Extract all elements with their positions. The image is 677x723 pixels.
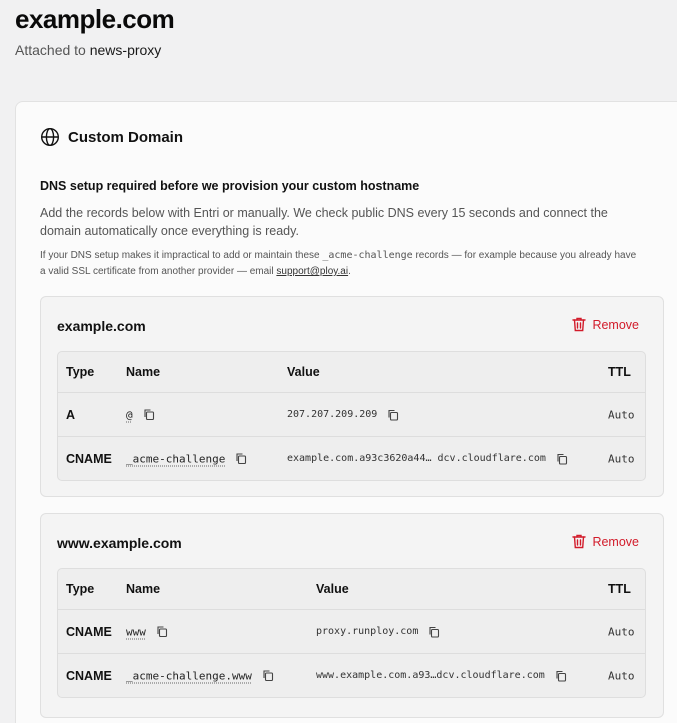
copy-icon[interactable] (235, 453, 247, 465)
record-name-cell (126, 669, 274, 682)
custom-domain-card (15, 101, 677, 723)
page-title: example.com (15, 4, 175, 34)
record-ttl: Auto (608, 625, 635, 638)
dns-setup-heading: DNS setup required before we provision your custom hostname (40, 179, 420, 193)
table-header-row (58, 569, 645, 609)
copy-icon[interactable] (143, 409, 155, 421)
trash-icon (572, 534, 586, 549)
domain-box (40, 296, 664, 497)
column-header-ttl: TTL (608, 582, 631, 596)
service-name: news-proxy (89, 42, 162, 58)
note-text-middle: records — for example because you already have a valid SSL certificate from another provider — email (40, 250, 637, 277)
column-header-value: Value (287, 365, 320, 379)
domain-name: www.example.com (57, 535, 182, 551)
page-subtitle (15, 42, 161, 58)
column-header-type: Type (66, 365, 95, 379)
record-name-cell (126, 452, 247, 465)
copy-icon[interactable] (428, 626, 440, 638)
column-header-value: Value (316, 582, 349, 596)
remove-label: Remove (592, 534, 639, 549)
dns-records-table (57, 568, 646, 698)
record-name: _acme-challenge (126, 452, 226, 465)
record-ttl: Auto (608, 452, 635, 465)
remove-domain-button[interactable] (572, 317, 639, 332)
domain-box (40, 513, 664, 718)
record-type: CNAME (66, 451, 112, 466)
copy-icon[interactable] (156, 626, 168, 638)
record-value: proxy.runploy.com (316, 626, 419, 637)
copy-icon[interactable] (556, 453, 568, 465)
table-row (58, 609, 645, 653)
table-row (58, 392, 645, 436)
note-text-start: If your DNS setup makes it impractical to add or maintain these (40, 250, 320, 261)
record-value: www.example.com.a93…dcv.cloudflare.com (316, 670, 545, 681)
remove-domain-button[interactable] (572, 534, 639, 549)
record-name: _acme-challenge.www (126, 669, 252, 682)
table-row (58, 436, 645, 480)
column-header-type: Type (66, 582, 95, 596)
copy-icon[interactable] (555, 670, 567, 682)
copy-icon[interactable] (262, 670, 274, 682)
support-email-link[interactable]: support@ploy.ai (276, 266, 349, 277)
record-type: A (66, 407, 76, 422)
column-header-name: Name (126, 365, 161, 379)
record-value-cell (287, 409, 399, 421)
record-value: 207.207.209.209 (287, 409, 378, 420)
table-header-row (58, 352, 645, 392)
dns-records-table (57, 351, 646, 481)
card-header (40, 127, 183, 147)
acme-note (40, 248, 640, 280)
record-name: www (126, 625, 146, 638)
remove-label: Remove (592, 317, 639, 332)
globe-icon (40, 127, 60, 147)
record-value-cell (316, 626, 440, 638)
record-name-cell (126, 408, 155, 421)
table-row (58, 653, 645, 697)
record-value: example.com.a93c3620a44… dcv.cloudflare.com (287, 453, 546, 464)
dns-setup-description: Add the records below with Entri or manually. We check public DNS every 15 seconds and connect the domain automatically once everything is ready. (40, 206, 608, 238)
domain-name: example.com (57, 318, 146, 334)
record-value-cell (316, 670, 567, 682)
column-header-ttl: TTL (608, 365, 631, 379)
note-text-end: . (348, 266, 351, 277)
trash-icon (572, 317, 586, 332)
record-type: CNAME (66, 624, 112, 639)
record-type: CNAME (66, 668, 112, 683)
copy-icon[interactable] (387, 409, 399, 421)
column-header-name: Name (126, 582, 161, 596)
record-ttl: Auto (608, 408, 635, 421)
record-name: @ (126, 408, 133, 421)
record-value-cell (287, 453, 568, 465)
note-code: _acme-challenge (322, 250, 413, 261)
attached-label: Attached to (15, 42, 86, 58)
record-ttl: Auto (608, 669, 635, 682)
card-title: Custom Domain (68, 128, 184, 146)
record-name-cell (126, 625, 168, 638)
